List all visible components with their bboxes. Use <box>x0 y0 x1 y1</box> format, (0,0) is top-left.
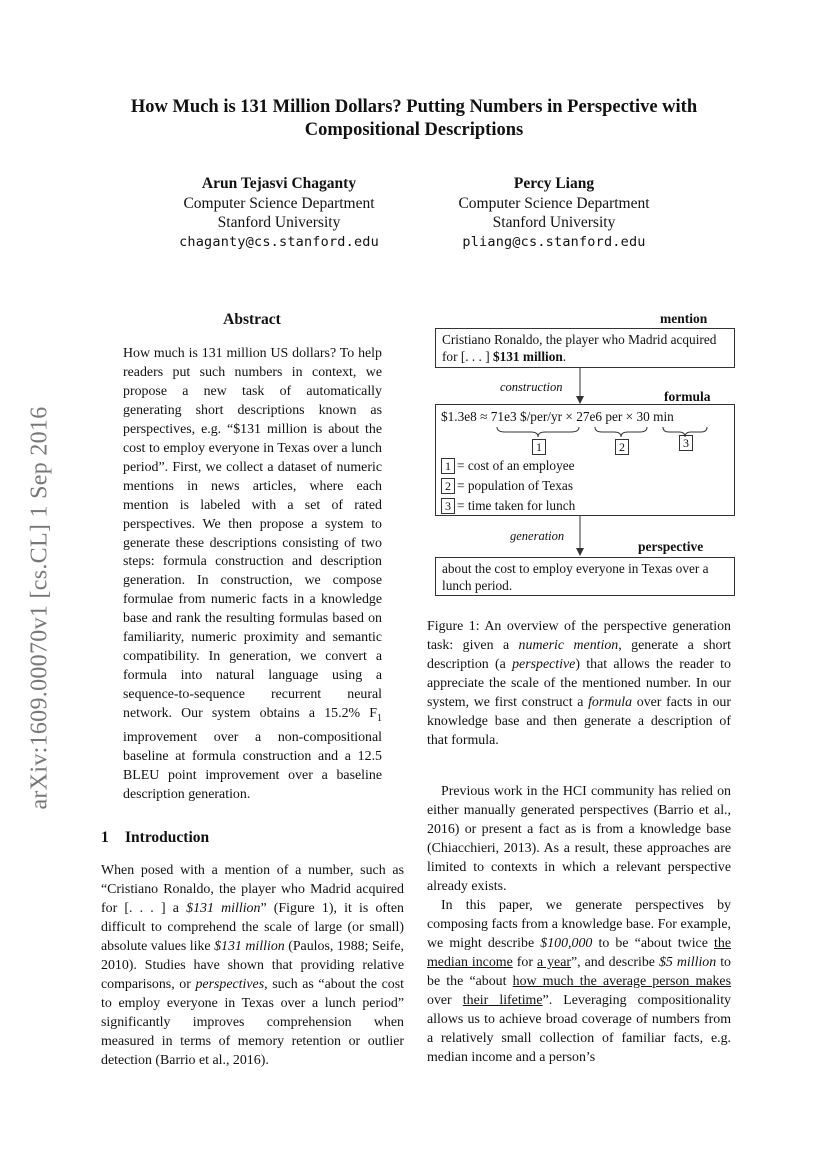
caption-text: , generate a short description (a <box>427 638 731 672</box>
title-line-2: Compositional Descriptions <box>304 120 524 140</box>
title-line-1: How Much is 131 Million Dollars? Putting Numbers in Perspective with <box>130 97 698 117</box>
intro-text: ” (Figure 1), it is often difficult to comprehend the scale of large (or small) absolute values like <box>101 901 404 954</box>
arxiv-stamp <box>20 374 60 842</box>
formula-line <box>441 409 674 425</box>
intro-italic: perspectives <box>195 977 265 992</box>
body-text: over <box>427 993 463 1008</box>
mention-text: Cristiano Ronaldo, the player who Madrid acquired for [. . . ] <box>442 332 717 364</box>
index-box: 3 <box>679 435 693 451</box>
intro-paragraph <box>101 861 404 1070</box>
intro-text: , such as “about the cost to employ everyone in Texas over a lunch period” significantly improves comprehension when measured in terms of memory retention or outlier detection (Barrio et al., 2016). <box>101 977 405 1068</box>
formula-term-3: 30 min <box>636 409 674 424</box>
legend-text: = time taken for lunch <box>457 498 576 513</box>
abstract-part: How much is 131 million US dollars? To help readers put such numbers in context, we propose a new task of automatically generating short descriptions known as perspectives, e.g. “$131 million is about the cost to employ everyone in Texas over a lunch period”. First, we collect a dataset of numeric mentions in news articles, where each mention is labeled with a set of rated perspectives. We then propose a system to generate these descriptions consisting of two steps: formula construction and description generation. In construction, we compose formulae from numeric facts in a knowledge base and rank the resulting formulas based on familiarity, numeric proximity and semantic compatibility. In generation, we convert a formula into natural language using a sequence-to-sequence recurrent neural network. Our system obtains a <box>123 346 382 722</box>
legend-index: 1 <box>441 458 455 474</box>
construction-arrow <box>560 368 600 404</box>
section-number: 1 <box>101 829 109 846</box>
section-title: Introduction <box>125 829 210 846</box>
arxiv-stamp-text: arXiv:1609.00070v1 [cs.CL] 1 Sep 2016 <box>26 406 53 810</box>
abstract-text <box>123 345 382 805</box>
formula-term-1: 71e3 $/per/yr <box>490 409 563 424</box>
index-box: 1 <box>532 439 546 455</box>
caption-text: ) that allows the reader to appreciate the scale of the mentioned number. In our system, we first construct a <box>427 657 731 710</box>
index-box: 2 <box>615 439 629 455</box>
legend-item <box>441 496 575 516</box>
formula-lhs: $1.3e8 ≈ <box>441 409 491 424</box>
formula-index-2 <box>615 438 631 456</box>
legend-item <box>441 456 575 476</box>
caption-text: over facts in our knowledge base and then generate a description of that formula. <box>427 695 731 748</box>
body-text: In this paper, we generate perspectives by composing facts from a knowledge base. For example, we might describe <box>427 898 731 951</box>
body-italic: $5 million <box>658 955 717 970</box>
intro-text: When posed with a mention of a number, such as “Cristiano Ronaldo, the player who Madrid acquired for [. . . ] a <box>101 863 404 916</box>
body-underline: their lifetime <box>462 993 543 1008</box>
author-email: chaganty@cs.stanford.edu <box>179 233 379 250</box>
abstract-f-subscript: 1 <box>377 712 382 724</box>
figure-label-formula: formula <box>664 389 711 404</box>
abstract-part: improvement over a non-compositional baseline at formula construction and a 12.5 BLEU point improvement over a baseline description generation. <box>123 729 382 802</box>
formula-legend <box>441 456 575 516</box>
mention-box <box>435 328 735 368</box>
figure-label-construction: construction <box>500 380 563 394</box>
abstract-f-symbol: F <box>369 706 377 722</box>
body-underline: the median income <box>427 936 731 970</box>
mention-number: $131 million <box>492 349 563 364</box>
paragraph <box>427 896 731 1067</box>
legend-item <box>441 476 575 496</box>
figure-caption <box>427 617 731 750</box>
figure-label-perspective: perspective <box>638 539 704 554</box>
paragraph: Previous work in the HCI community has relied on either manually generated perspectives (Barrio et al., 2016) or present a fact as is from a knowledge base (Chiacchieri, 2013). As a result, these approaches are limited to contexts in which a relevant perspective already exists. <box>427 784 731 894</box>
body-underline: how much the average person makes <box>512 974 732 989</box>
intro-italic: $131 million <box>186 901 261 916</box>
body-text: to be “about twice <box>592 936 715 951</box>
section-heading <box>101 829 209 847</box>
caption-text: Figure 1: An overview of the perspective generation task: given a <box>427 619 731 653</box>
body-text: for <box>512 955 537 970</box>
legend-text: = population of Texas <box>457 478 574 493</box>
legend-index: 2 <box>441 478 455 494</box>
formula-index-3 <box>679 434 695 452</box>
generation-arrow <box>560 516 600 556</box>
caption-italic: numeric mention <box>518 638 619 653</box>
mention-period: . <box>562 349 567 364</box>
right-column-body <box>427 782 731 1067</box>
author-email: pliang@cs.stanford.edu <box>462 233 646 250</box>
author-univ: Stanford University <box>492 214 616 231</box>
body-text: ”, and describe <box>571 955 659 970</box>
formula-term-2: 27e6 per <box>576 409 623 424</box>
legend-text: = cost of an employee <box>457 458 575 473</box>
body-underline: a year <box>536 955 572 970</box>
legend-index: 3 <box>441 498 455 514</box>
body-text: to be the “about <box>427 955 731 989</box>
intro-text: (Paulos, 1988; Seife, 2010). Studies have shown that providing relative comparisons, or <box>101 939 404 992</box>
author-name: Percy Liang <box>513 175 595 192</box>
figure-label-mention: mention <box>660 311 708 326</box>
paper-title <box>80 96 748 142</box>
author-name: Arun Tejasvi Chaganty <box>201 175 357 192</box>
author-dept: Computer Science Department <box>458 194 650 212</box>
caption-italic: perspective <box>512 657 576 672</box>
formula-index-1 <box>532 438 548 456</box>
author-univ: Stanford University <box>217 214 341 231</box>
caption-italic: formula <box>588 695 633 710</box>
body-italic: $100,000 <box>540 936 593 951</box>
abstract-percent: 15.2% <box>324 706 361 722</box>
formula-times: × <box>562 409 577 424</box>
perspective-box: about the cost to employ everyone in Texas over a lunch period. <box>435 557 735 596</box>
formula-times: × <box>622 409 637 424</box>
intro-italic: $131 million <box>214 939 285 954</box>
author-block-1 <box>129 174 429 252</box>
body-text: ”. Leveraging compositionality allows us to achieve broad coverage of numbers from a relatively small collection of familiar facts, e.g. median income and a person’s <box>427 993 731 1065</box>
author-block-2 <box>404 174 704 252</box>
author-dept: Computer Science Department <box>183 194 375 212</box>
abstract-heading: Abstract <box>223 311 281 328</box>
figure-label-generation: generation <box>510 529 565 543</box>
